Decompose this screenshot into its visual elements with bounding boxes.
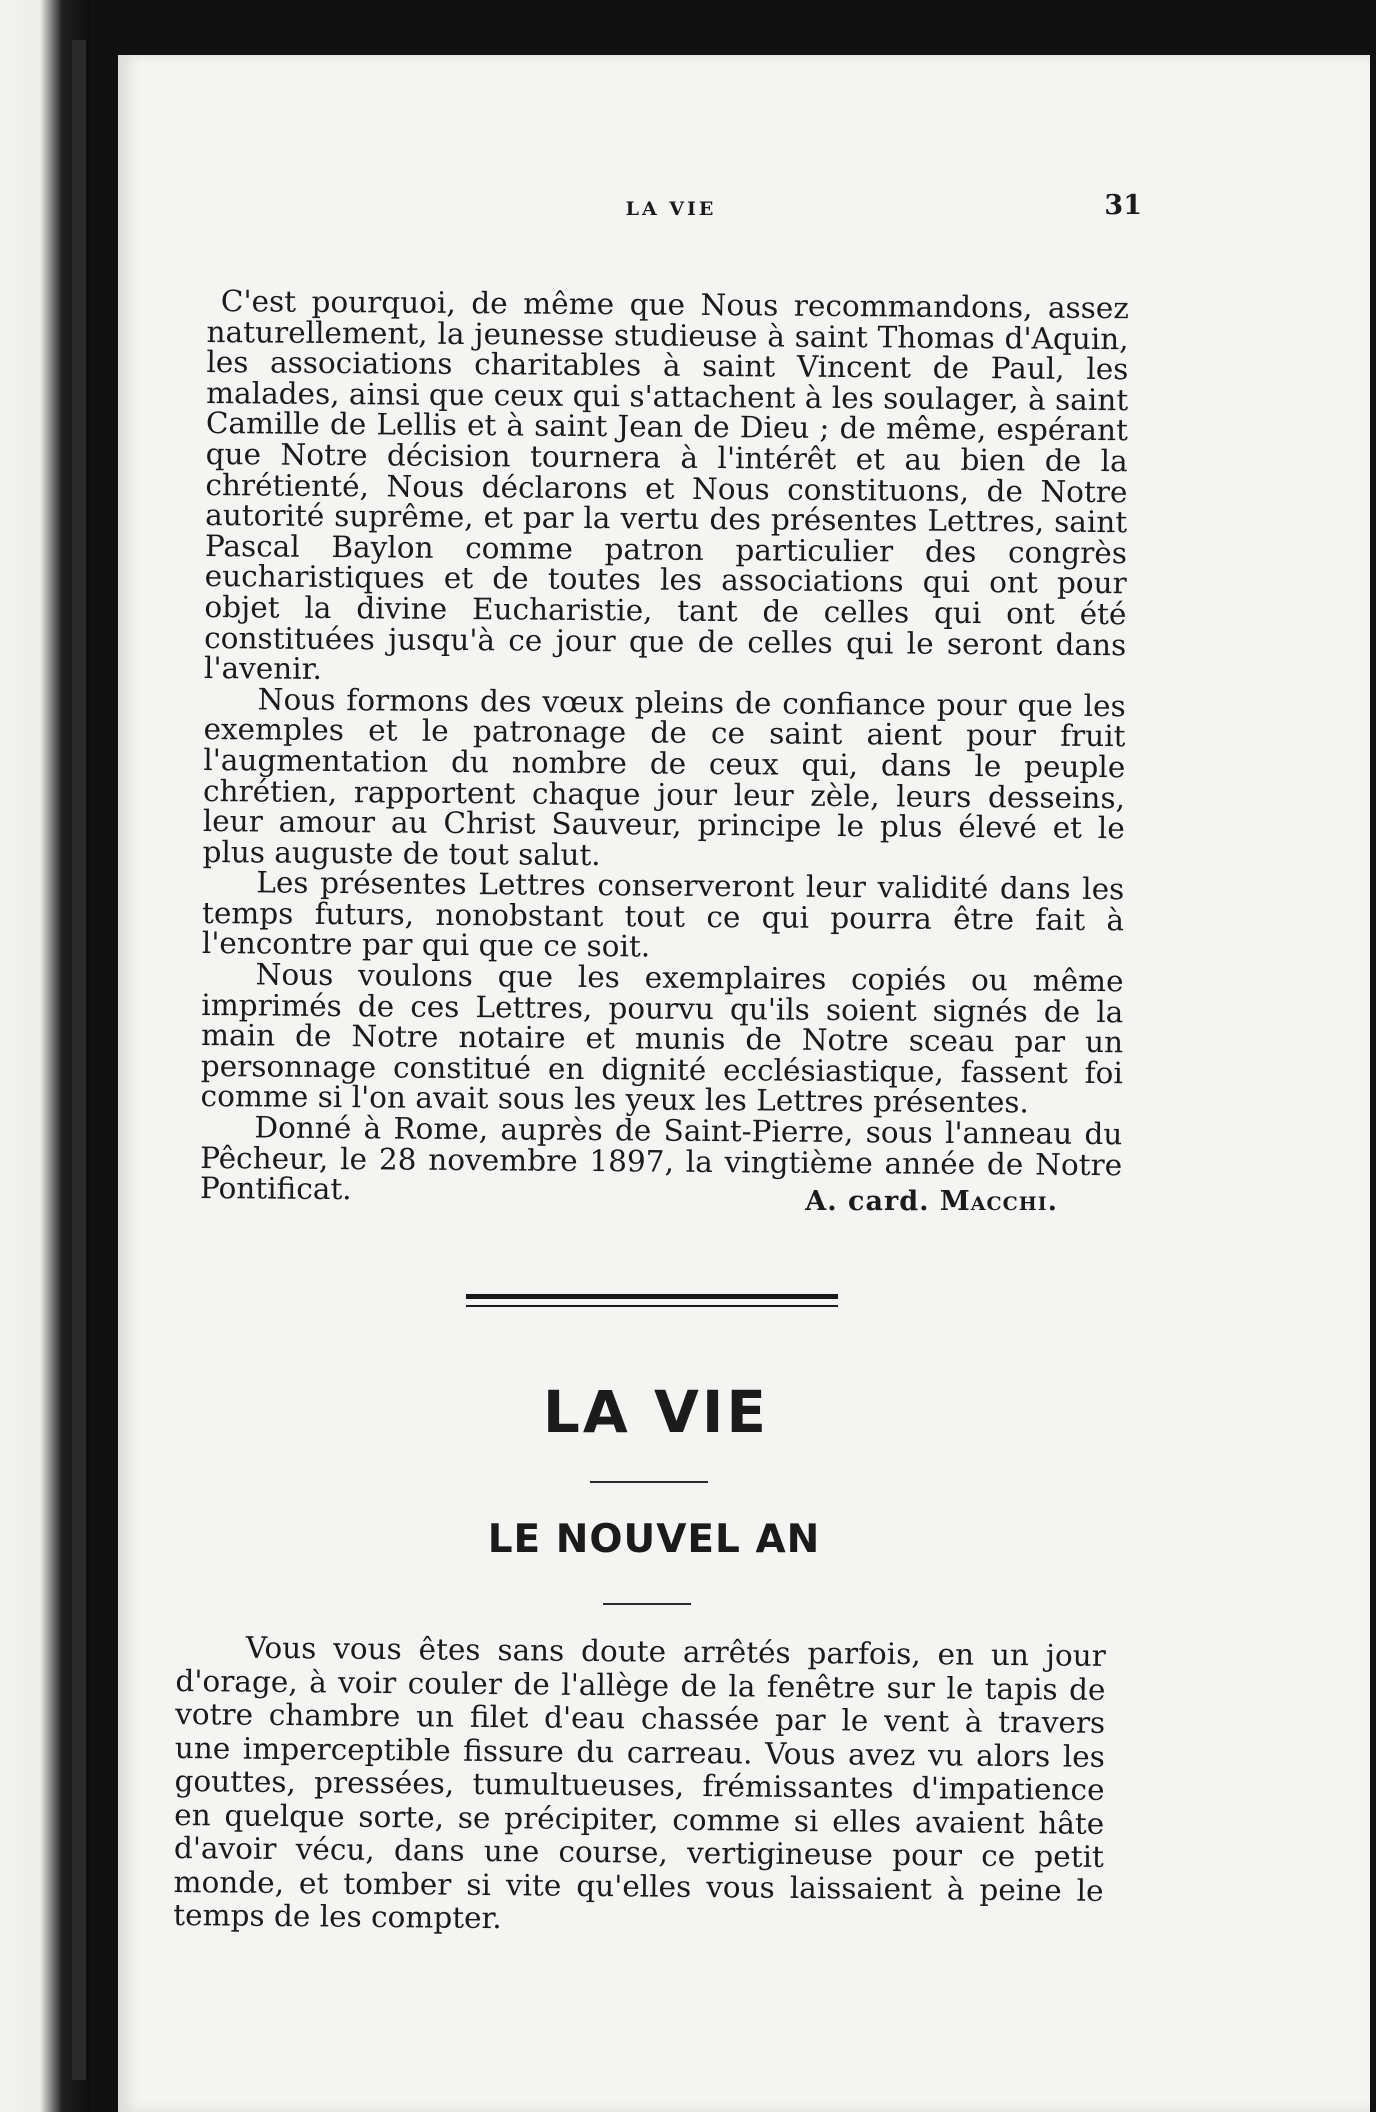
article-title: LE NOUVEL AN xyxy=(487,1517,821,1562)
decree-paragraph: Nous voulons que les exemplaires copiés ou même imprimés de ces Lettres, pourvu qu'ils soient signés de la main de Notre notaire et munis de Notre sceau par un personnage constitué en dignité ecclésiastique, fassent foi comme si l'on avait sous les yeux les Lettres présentes. xyxy=(200,957,1124,1120)
article-text xyxy=(173,1631,1106,1941)
decree-paragraph: C'est pourquoi, de même que Nous recommandons, assez naturellement, la jeunesse studieuse à saint Thomas d'Aquin, les associations charitables à saint Vincent de Paul, les malades, ainsi que ceux qui s'attachent à les soulager, à saint Camille de Lellis et à saint Jean de Dieu ; de même, espérant que Notre décision tournera à l'intérêt et au bien de la chrétienté, Nous déclarons et Nous constituons, de Notre autorité suprême, et par la vertu des présentes Lettres, saint Pascal Baylon comme patron particulier des congrès eucharistiques et de toutes les associations qui ont pour objet la divine Eucharistie, tant de celles qui ont été constituées jusqu'à ce jour que de celles qui le seront dans l'avenir. xyxy=(203,284,1129,687)
signature xyxy=(805,1186,1058,1217)
signature-name: Macchi. xyxy=(939,1186,1058,1217)
divider-thick-line xyxy=(466,1294,838,1299)
decree-paragraph: Les présentes Lettres conserveront leur validité dans les temps futurs, nonobstant tout ce qui pourra être fait à l'encontre par qui que ce soit. xyxy=(201,865,1125,964)
page-stack-shadow xyxy=(72,40,86,2080)
title-underline xyxy=(590,1481,708,1483)
subtitle-underline xyxy=(603,1603,691,1605)
signature-prefix: A. card. xyxy=(805,1186,930,1217)
section-divider xyxy=(466,1294,838,1307)
decree-paragraph: Donné à Rome, auprès de Saint-Pierre, sous l'anneau du Pêcheur, le 28 novembre 1897, la vingtième année de Notre Pontificat. xyxy=(199,1110,1123,1207)
article-paragraph: Vous vous êtes sans doute arrêtés parfois, en un jour d'orage, à voir couler de l'allège de la fenêtre sur le tapis de votre chambre un filet d'eau chassée par le vent à travers une imperceptible fissure du carreau. Vous avez vu alors les gouttes, pressées, tumultueuses, frémissantes d'impatience en quelque sorte, se précipiter, comme si elles avaient hâte d'avoir vécu, dans une course, vertigineuse pour ce petit monde, et tomber si vite qu'elles vous laissaient à peine le temps de les compter. xyxy=(173,1630,1106,1936)
book-spine-edge xyxy=(0,0,90,2112)
section-title: LA VIE xyxy=(542,1378,770,1446)
divider-thin-line xyxy=(466,1305,838,1307)
decree-paragraph: Nous formons des vœux pleins de confiance pour que les exemples et le patronage de ce saint aient pour fruit l'augmentation du nombre de ceux qui, dans le peuple chrétien, rapportent chaque jour leur zèle, leurs desseins, leur amour au Christ Sauveur, principe le plus élevé et le plus auguste de tout salut. xyxy=(202,682,1126,872)
decree-text xyxy=(200,286,1129,1211)
page-number: 31 xyxy=(1104,190,1142,221)
running-header: LA VIE xyxy=(625,198,717,220)
